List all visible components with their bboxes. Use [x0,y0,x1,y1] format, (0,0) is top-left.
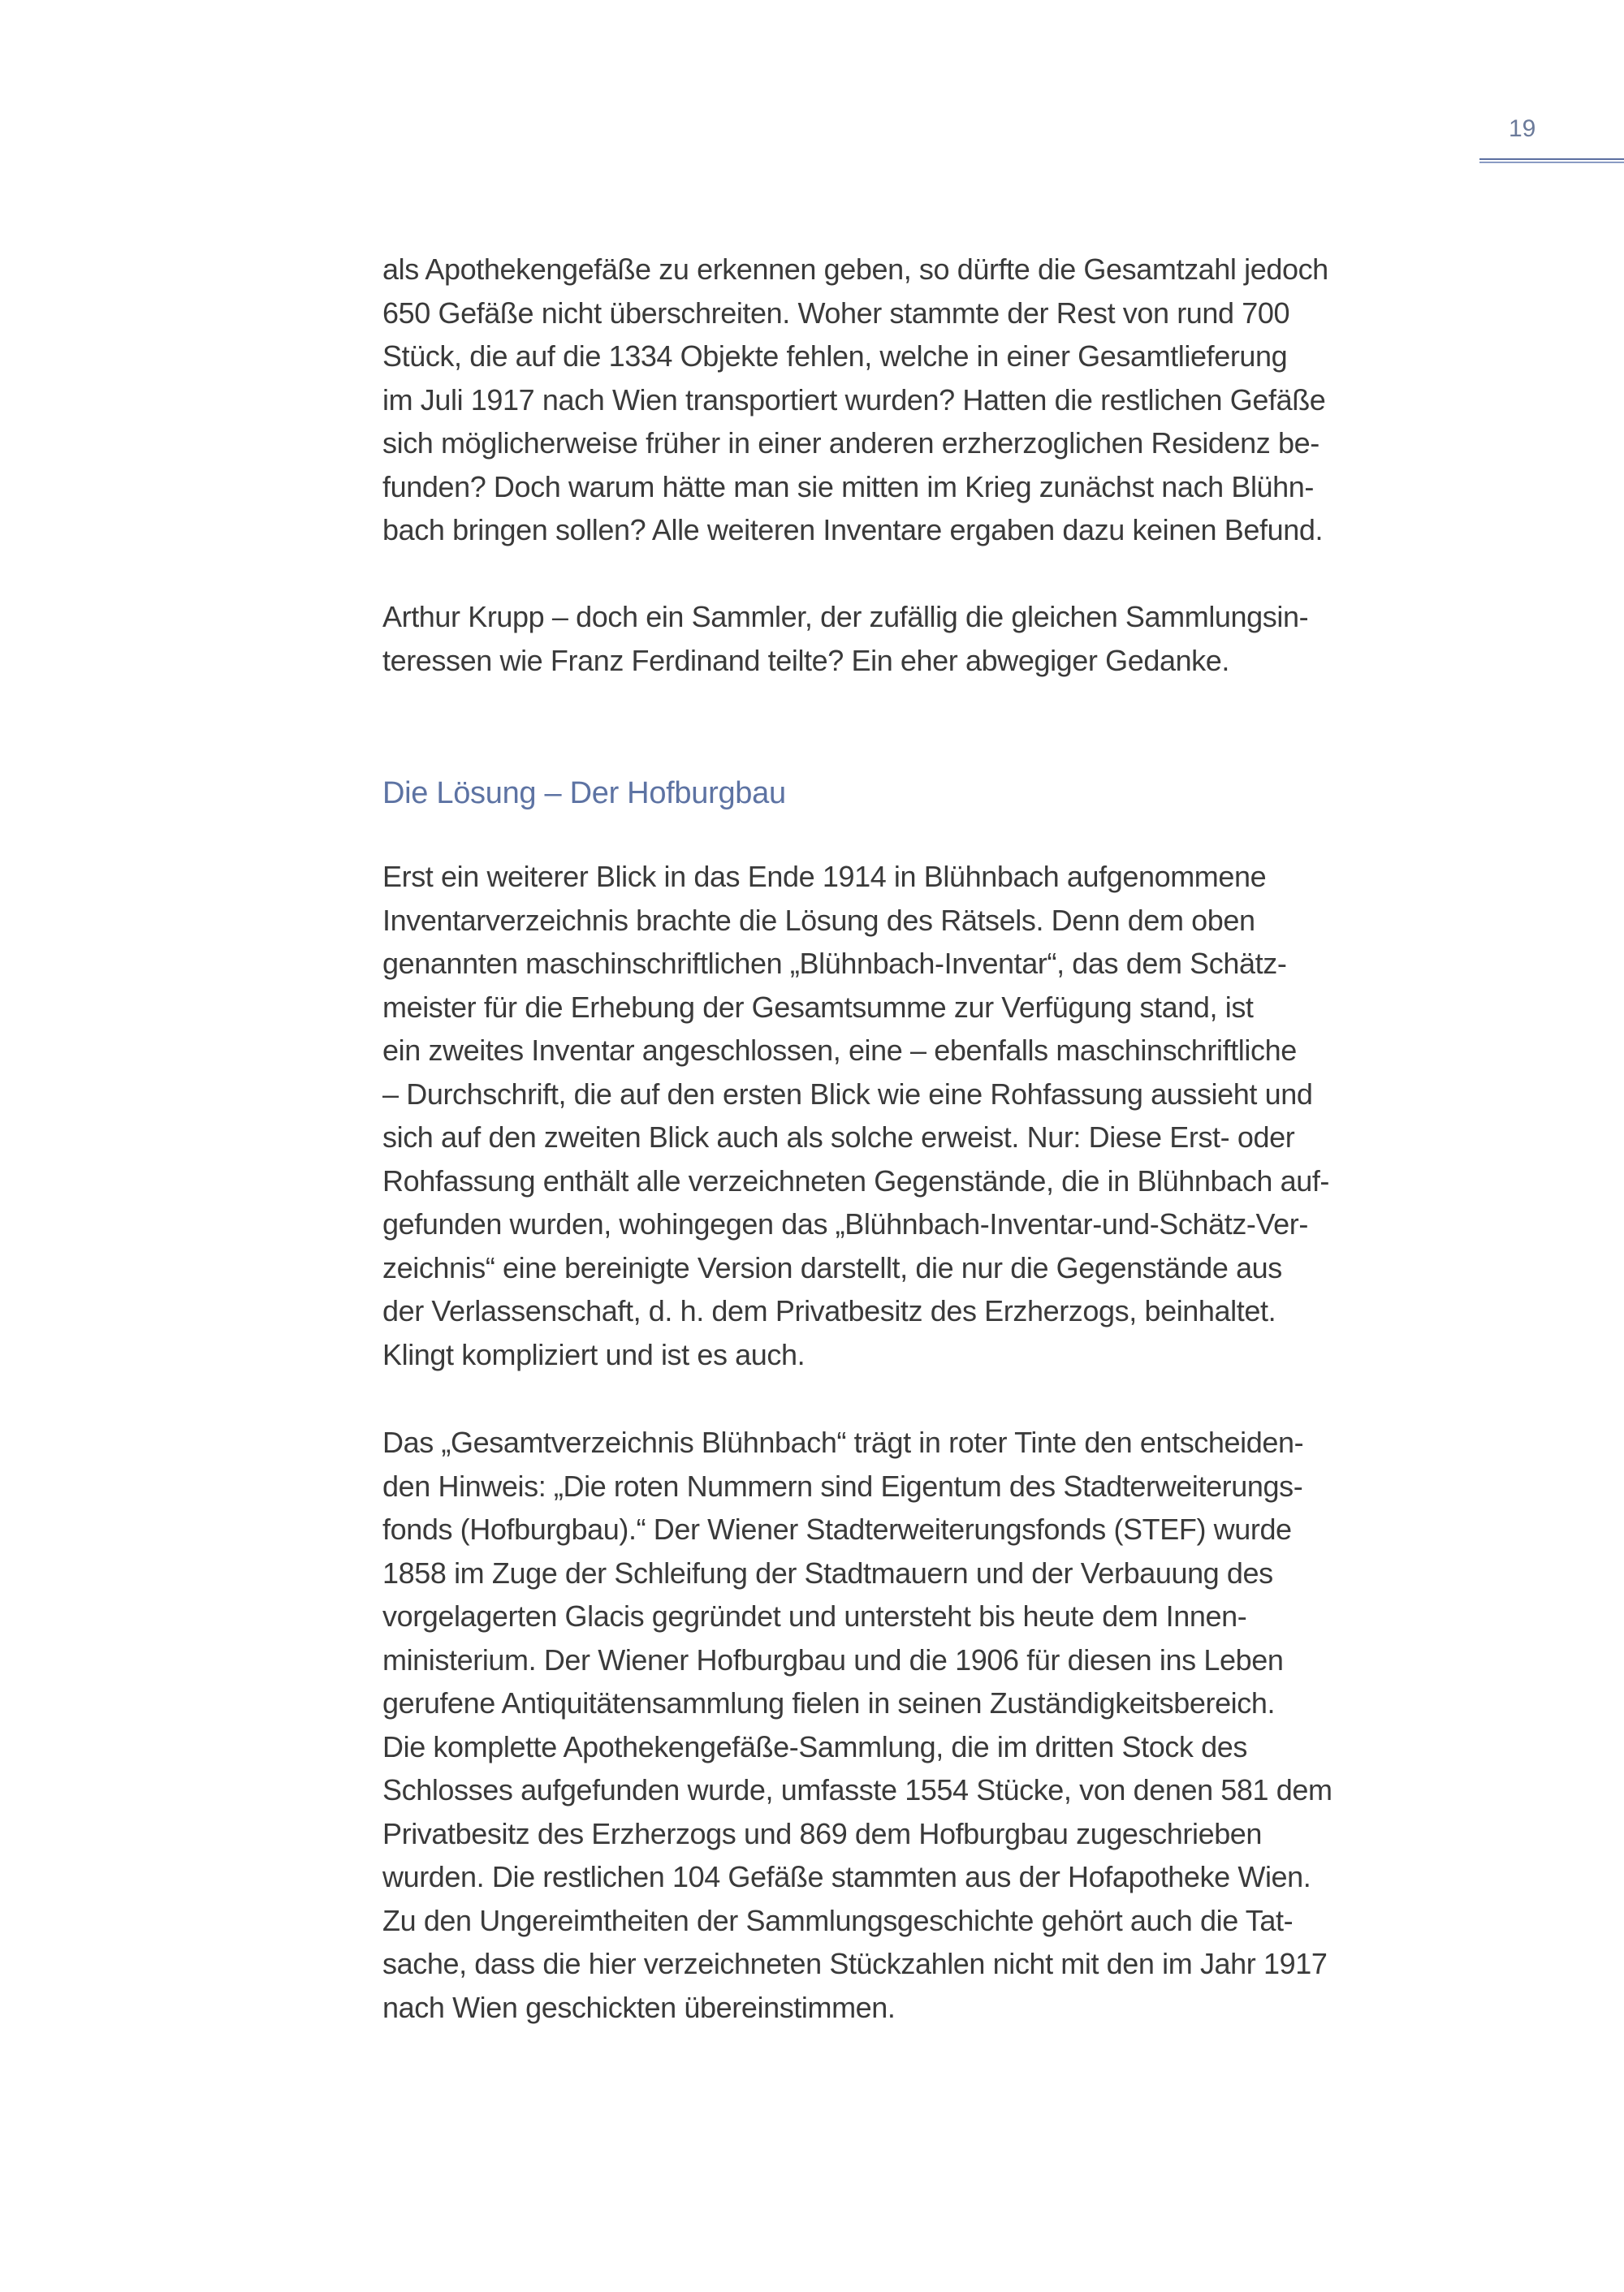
text-line: ministerium. Der Wiener Hofburgbau und die 1906 für diesen ins Leben [382,1642,1284,1677]
text-line: gefunden wurden, wohingegen das „Blühnbach-Inventar-und-Schätz-Ver- [382,1207,1308,1241]
section-heading: Die Lösung – Der Hofburgbau [382,776,786,810]
text-line: Stück, die auf die 1334 Objekte fehlen, welche in einer Gesamtlieferung [382,339,1288,373]
text-line: Die komplette Apothekengefäße-Sammlung, die im dritten Stock des [382,1729,1247,1763]
text-line: der Verlassenschaft, d. h. dem Privatbesitz des Erzherzogs, beinhaltet. [382,1294,1276,1327]
text-line: ein zweites Inventar angeschlossen, eine – ebenfalls maschinschriftliche [382,1034,1297,1067]
text-line: sich möglicherweise früher in einer anderen erzherzoglichen Residenz be- [382,426,1320,460]
text-line: teressen wie Franz Ferdinand teilte? Ein eher abwegiger Gedanke. [382,643,1230,677]
text-line: meister für die Erhebung der Gesamtsumme zur Verfügung stand, ist [382,990,1254,1024]
text-line: sache, dass die hier verzeichneten Stückzahlen nicht mit den im Jahr 1917 [382,1947,1328,1980]
text-line: Das „Gesamtverzeichnis Blühnbach“ trägt in roter Tinte den entscheiden- [382,1426,1304,1459]
text-line: bach bringen sollen? Alle weiteren Inventare ergaben dazu keinen Befund. [382,513,1324,546]
text-line: Arthur Krupp – doch ein Sammler, der zufällig die gleichen Sammlungsin- [382,600,1309,633]
paragraph-1 [382,248,1328,552]
text-line: nach Wien geschickten übereinstimmen. [382,1990,896,2024]
text-line: den Hinweis: „Die roten Nummern sind Eigentum des Stadterweiterungs- [382,1469,1303,1503]
text-line: Privatbesitz des Erzherzogs und 869 dem Hofburgbau zugeschrieben [382,1816,1263,1850]
text-line: zeichnis“ eine bereinigte Version darstellt, die nur die Gegenstände aus [382,1250,1282,1284]
text-line: Rohfassung enthält alle verzeichneten Gegenstände, die in Blühnbach auf- [382,1163,1330,1198]
paragraph-3 [382,855,1329,1376]
text-line: genannten maschinschriftlichen „Blühnbach-Inventar“, das dem Schätz- [382,947,1287,980]
text-line: fonds (Hofburgbau).“ Der Wiener Stadterweiterungsfonds (STEF) wurde [382,1513,1292,1546]
text-line: funden? Doch warum hätte man sie mitten im Krieg zunächst nach Blühn- [382,469,1315,503]
text-line: Schlosses aufgefunden wurde, umfasste 1554 Stücke, von denen 581 dem [382,1773,1332,1806]
text-line: Erst ein weiterer Blick in das Ende 1914 in Blühnbach aufgenommene [382,860,1267,893]
text-line: Zu den Ungereimtheiten der Sammlungsgeschichte gehört auch die Tat- [382,1903,1294,1937]
text-line: wurden. Die restlichen 104 Gefäße stammten aus der Hofapotheke Wien. [382,1860,1311,1893]
paragraph-2 [382,595,1308,682]
text-line: vorgelagerten Glacis gegründet und untersteht bis heute dem Innen- [382,1599,1247,1633]
text-line: – Durchschrift, die auf den ersten Blick wie eine Rohfassung aussieht und [382,1077,1313,1111]
text-line: als Apothekengefäße zu erkennen geben, so dürfte die Gesamtzahl jedoch [382,253,1328,286]
text-line: 650 Gefäße nicht überschreiten. Woher stammte der Rest von rund 700 [382,296,1290,330]
paragraph-4 [382,1421,1332,2029]
text-line: Inventarverzeichnis brachte die Lösung des Rätsels. Denn dem oben [382,903,1255,937]
text-line: Klingt kompliziert und ist es auch. [382,1337,806,1371]
text-line: sich auf den zweiten Blick auch als solche erweist. Nur: Diese Erst- oder [382,1120,1295,1154]
text-line: im Juli 1917 nach Wien transportiert wurden? Hatten die restlichen Gefäße [382,382,1326,417]
text-line: 1858 im Zuge der Schleifung der Stadtmauern und der Verbauung des [382,1556,1273,1590]
header-double-rule [1479,158,1624,164]
page-number: 19 [1509,115,1536,142]
text-line: gerufene Antiquitätensammlung fielen in seinen Zuständigkeitsbereich. [382,1686,1276,1720]
